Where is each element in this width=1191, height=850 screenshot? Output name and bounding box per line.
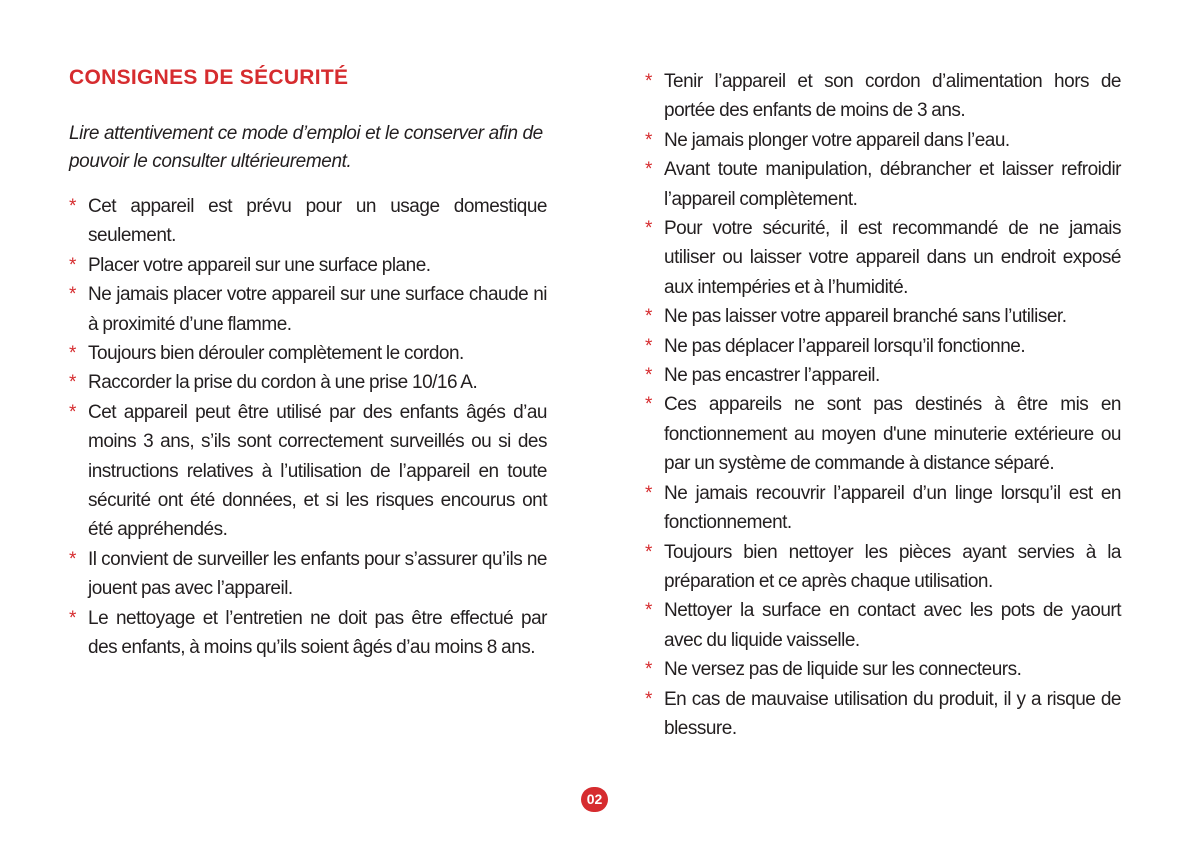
safety-item-text: Toujours bien nettoyer les pièces ayant servies à la préparation et ce après chaque utilisation. [664,541,1121,592]
left-safety-list [69,192,547,663]
safety-item-text: Toujours bien dérouler complètement le cordon. [88,343,464,365]
safety-item [645,479,1121,538]
safety-item [645,155,1121,214]
asterisk-bullet-icon: * [645,688,652,710]
asterisk-bullet-icon: * [69,284,76,306]
asterisk-bullet-icon: * [69,607,76,629]
asterisk-bullet-icon: * [69,548,76,570]
asterisk-bullet-icon: * [645,659,652,681]
safety-item [69,192,547,251]
intro-text: Lire attentivement ce mode d’emploi et le conserver afin de pouvoir le consulter ultérieurement. [69,123,543,172]
safety-item-text: Ne jamais placer votre appareil sur une surface chaude ni à proximité d’une flamme. [88,284,547,335]
safety-item-text: Raccorder la prise du cordon à une prise 10/16 A. [88,372,478,394]
safety-item [645,685,1121,744]
asterisk-bullet-icon: * [645,600,652,622]
safety-item-text: Nettoyer la surface en contact avec les pots de yaourt avec du liquide vaisselle. [664,600,1121,651]
asterisk-bullet-icon: * [69,196,76,217]
safety-item [645,214,1121,302]
safety-item [69,368,547,397]
safety-item [69,280,547,339]
page-number-badge: 02 [581,787,608,812]
asterisk-bullet-icon: * [645,129,652,151]
safety-item-text: Tenir l’appareil et son cordon d’alimentation hors de portée des enfants de moins de 3 ans. [664,71,1121,122]
asterisk-bullet-icon: * [645,365,652,387]
safety-item [69,398,547,545]
safety-item [645,596,1121,655]
safety-item [645,538,1121,597]
safety-item-text: Le nettoyage et l’entretien ne doit pas être effectué par des enfants, à moins qu’ils soient âgés d’au moins 8 ans. [88,607,547,659]
safety-item [69,545,547,604]
asterisk-bullet-icon: * [69,343,76,365]
safety-item [69,251,547,280]
safety-item-text: Ne versez pas de liquide sur les connecteurs. [664,659,1022,681]
safety-item [645,126,1121,155]
asterisk-bullet-icon: * [645,482,652,504]
asterisk-bullet-icon: * [645,71,652,92]
safety-item-text: Placer votre appareil sur une surface plane. [88,254,431,276]
safety-item [645,361,1121,390]
asterisk-bullet-icon: * [645,541,652,563]
asterisk-bullet-icon: * [69,401,76,423]
safety-item-text: Ne pas laisser votre appareil branché sans l’utiliser. [664,306,1067,328]
safety-item-text: Ne jamais plonger votre appareil dans l’eau. [664,129,1010,151]
safety-item [645,390,1121,478]
safety-item-text: Il convient de surveiller les enfants pour s’assurer qu’ils ne jouent pas avec l’appareil. [88,548,547,600]
safety-item [69,604,547,663]
safety-item-text: Ne jamais recouvrir l’appareil d’un linge lorsqu’il est en fonctionnement. [664,482,1121,534]
asterisk-bullet-icon: * [645,306,652,328]
safety-item [645,302,1121,331]
safety-item-text: Cet appareil est prévu pour un usage domestique seulement. [88,196,547,247]
safety-item [69,339,547,368]
safety-item-text: Ne pas déplacer l’appareil lorsqu’il fonctionne. [664,335,1026,357]
safety-item-text: Avant toute manipulation, débrancher et laisser refroidir l’appareil complètement. [664,159,1121,210]
safety-item-text: Ces appareils ne sont pas destinés à être mis en fonctionnement au moyen d'une minuterie extérieure ou par un système de commande à distance séparé. [664,394,1121,475]
safety-item-text: Cet appareil peut être utilisé par des enfants âgés d’au moins 3 ans, s’ils sont correctement surveillés ou si des instructions relatives à l’utilisation de l’appareil en toute sécurité ont été données, et si les risques encourus ont été appréhendés. [88,401,547,541]
section-title: CONSIGNES DE SÉCURITÉ [69,66,349,89]
asterisk-bullet-icon: * [645,394,652,416]
safety-item [645,655,1121,684]
right-safety-list [645,67,1121,743]
asterisk-bullet-icon: * [645,159,652,181]
safety-item [645,332,1121,361]
asterisk-bullet-icon: * [69,372,76,394]
safety-item [645,67,1121,126]
safety-item-text: En cas de mauvaise utilisation du produit, il y a risque de blessure. [664,688,1121,739]
asterisk-bullet-icon: * [645,335,652,357]
safety-item-text: Ne pas encastrer l’appareil. [664,365,880,387]
asterisk-bullet-icon: * [645,218,652,240]
asterisk-bullet-icon: * [69,254,76,276]
safety-item-text: Pour votre sécurité, il est recommandé de ne jamais utiliser ou laisser votre appareil dans un endroit exposé aux intempéries et à l’humidité. [664,218,1121,298]
